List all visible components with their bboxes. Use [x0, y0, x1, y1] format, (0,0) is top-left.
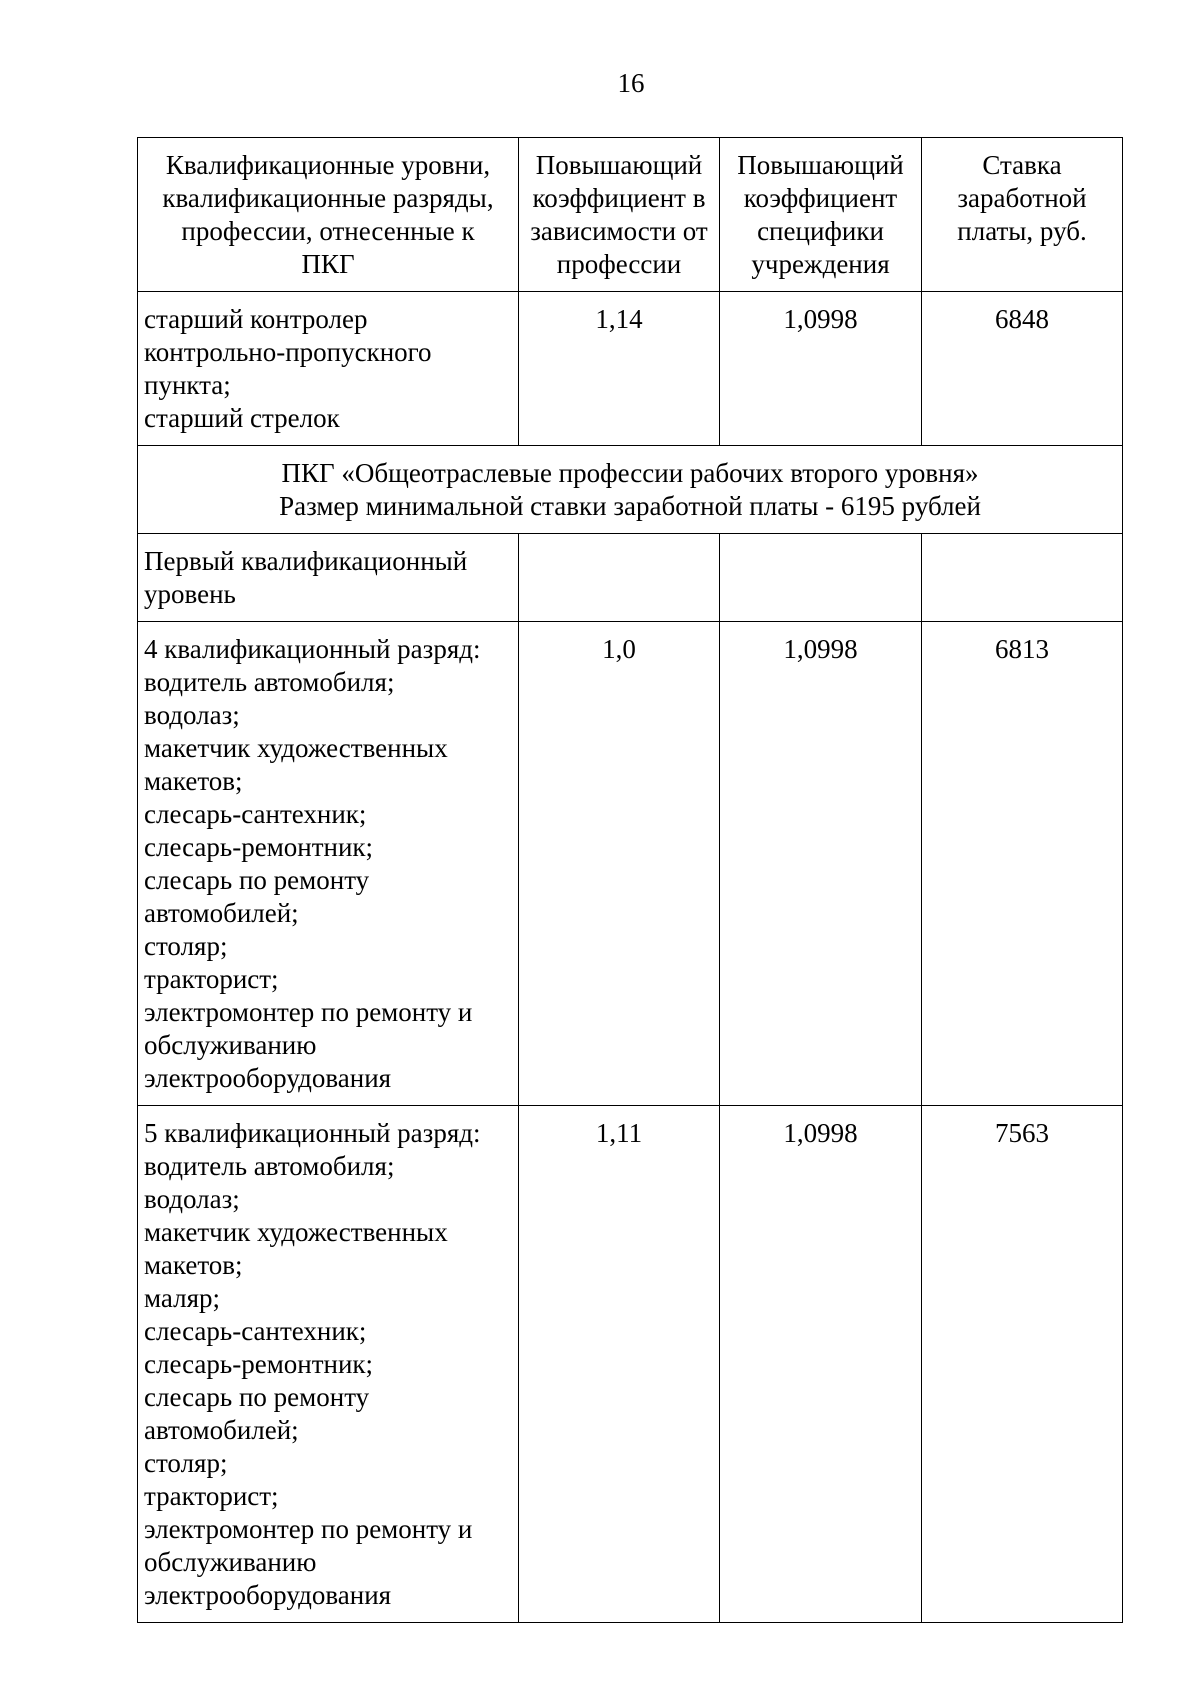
empty-cell — [922, 534, 1123, 622]
table-row — [138, 292, 1123, 446]
empty-cell — [519, 534, 720, 622]
group-cell — [138, 446, 1123, 534]
salary-table — [137, 137, 1123, 1623]
table-row — [138, 1106, 1123, 1623]
profession-cell: старший контролер контрольно-пропускного пункта; старший стрелок — [138, 292, 519, 446]
coef-profession-cell: 1,14 — [519, 292, 720, 446]
header-salary-rate: Ставка заработной платы, руб. — [922, 138, 1123, 292]
table-row — [138, 534, 1123, 622]
coef-profession-cell: 1,0 — [519, 622, 720, 1106]
header-qualification-levels: Квалификационные уровни, квалификационные разряды, профессии, отнесенные к ПКГ — [138, 138, 519, 292]
page-number: 16 — [617, 68, 645, 98]
group-row — [138, 446, 1123, 534]
header-coef-institution: Повышающий коэффициент специфики учреждения — [720, 138, 922, 292]
empty-cell — [720, 534, 922, 622]
header-coef-profession: Повышающий коэффициент в зависимости от профессии — [519, 138, 720, 292]
table-row — [138, 622, 1123, 1106]
profession-cell: 5 квалификационный разряд: водитель автомобиля; водолаз; макетчик художественных макетов; маляр; слесарь-сантехник; слесарь-ремонтник; слесарь по ремонту автомобилей; столяр; тракторист; электромонтер по ремонту и обслуживанию электрооборудования — [138, 1106, 519, 1623]
group-min-rate: Размер минимальной ставки заработной платы - 6195 рублей — [279, 491, 981, 521]
table-header-row — [138, 138, 1123, 292]
coef-institution-cell: 1,0998 — [720, 622, 922, 1106]
group-title: ПКГ «Общеотраслевые профессии рабочих второго уровня» — [281, 458, 979, 488]
coef-institution-cell: 1,0998 — [720, 292, 922, 446]
salary-cell: 6848 — [922, 292, 1123, 446]
level-cell: Первый квалификационный уровень — [138, 534, 519, 622]
salary-cell: 6813 — [922, 622, 1123, 1106]
coef-institution-cell: 1,0998 — [720, 1106, 922, 1623]
profession-cell: 4 квалификационный разряд: водитель автомобиля; водолаз; макетчик художественных макетов; слесарь-сантехник; слесарь-ремонтник; слесарь по ремонту автомобилей; столяр; тракторист; электромонтер по ремонту и обслуживанию электрооборудования — [138, 622, 519, 1106]
coef-profession-cell: 1,11 — [519, 1106, 720, 1623]
salary-cell: 7563 — [922, 1106, 1123, 1623]
